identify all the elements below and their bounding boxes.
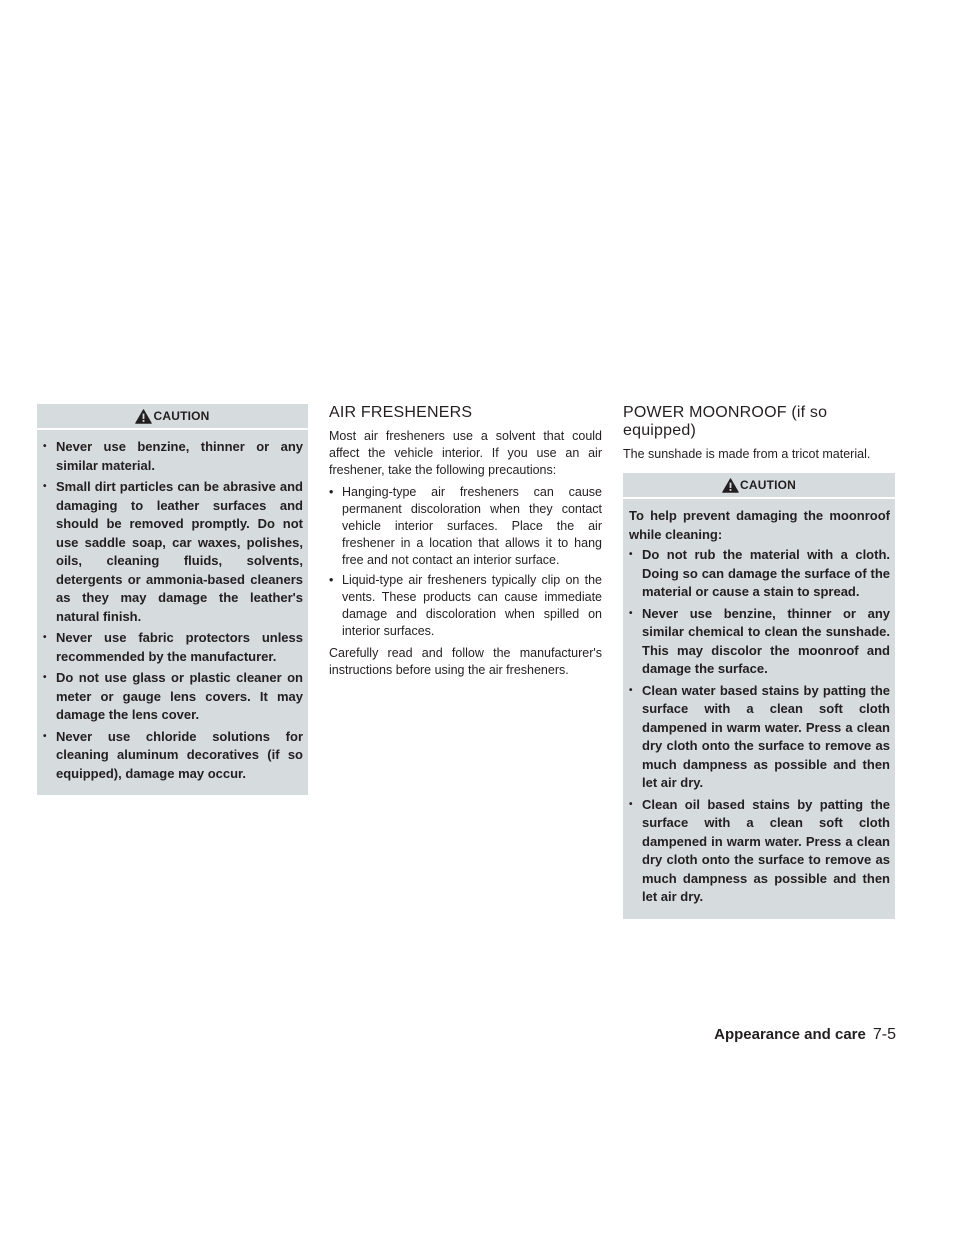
caution-box-moonroof (623, 473, 895, 919)
middle-column (329, 404, 602, 684)
caution-item: • Clean water based stains by patting the surface with a clean soft cloth dampened in warm water. Press a clean dry cloth onto the surface to remove as much dampness as possible and then let air dry. (629, 682, 890, 793)
page-number: 7-5 (872, 1026, 896, 1043)
section-title-air-fresheners: AIR FRESHENERS (329, 404, 473, 421)
footer-section-title: Appearance and care (714, 1026, 866, 1043)
caution-header (37, 404, 308, 430)
caution-header (623, 473, 895, 499)
list-item: • Hanging-type air fresheners can cause permanent discoloration when they contact vehicle interior surfaces. Place the air freshener in a location that allows it to hang free and not contact an interior surface. (329, 484, 602, 569)
caution-item: • Clean oil based stains by patting the surface with a clean soft cloth dampened in warm water. Press a clean dry cloth onto the surface to remove as much dampness as possible and then let air dry. (629, 796, 890, 907)
caution-item: • Never use fabric protectors unless recommended by the manufacturer. (43, 629, 303, 666)
air-fresheners-list (329, 484, 602, 640)
moonroof-intro: The sunshade is made from a tricot material. (623, 447, 871, 461)
caution-box-leather (37, 404, 308, 795)
warning-triangle-icon (722, 478, 739, 493)
caution-list (37, 430, 308, 783)
list-item: • Liquid-type air fresheners typically clip on the vents. These products can cause immediate damage and discoloration when spilled on interior surfaces. (329, 572, 602, 640)
caution-heading: CAUTION (153, 409, 210, 423)
right-column (623, 404, 895, 919)
caution-item: • Never use benzine, thinner or any similar chemical to clean the sunshade. This may discolor the moonroof and damage the surface. (629, 605, 890, 679)
caution-list (623, 544, 895, 907)
air-fresheners-outro: Carefully read and follow the manufacturer's instructions before using the air fresheners. (329, 646, 602, 677)
caution-heading: CAUTION (739, 478, 797, 492)
caution-item: • Small dirt particles can be abrasive and damaging to leather surfaces and should be removed promptly. Do not use saddle soap, car waxes, polishes, oils, cleaning fluids, solvents, detergents or ammonia-based cleaners as they may damage the leather's natural finish. (43, 478, 303, 626)
caution-item: • Never use benzine, thinner or any similar material. (43, 438, 303, 475)
caution-item: • Do not rub the material with a cloth. Doing so can damage the surface of the material or cause a stain to spread. (629, 546, 890, 602)
left-column (37, 404, 308, 795)
caution-item: • Never use chloride solutions for cleaning aluminum decoratives (if so equipped), damage may occur. (43, 728, 303, 784)
section-title-moonroof: POWER MOONROOF (if so equipped) (623, 404, 828, 439)
caution-item: • Do not use glass or plastic cleaner on meter or gauge lens covers. It may damage the lens cover. (43, 669, 303, 725)
air-fresheners-intro: Most air fresheners use a solvent that could affect the vehicle interior. If you use an air freshener, take the following precautions: (329, 429, 602, 477)
warning-triangle-icon (135, 409, 152, 424)
caution-intro: To help prevent damaging the moonroof while cleaning: (629, 508, 890, 542)
page-footer (714, 1026, 896, 1044)
